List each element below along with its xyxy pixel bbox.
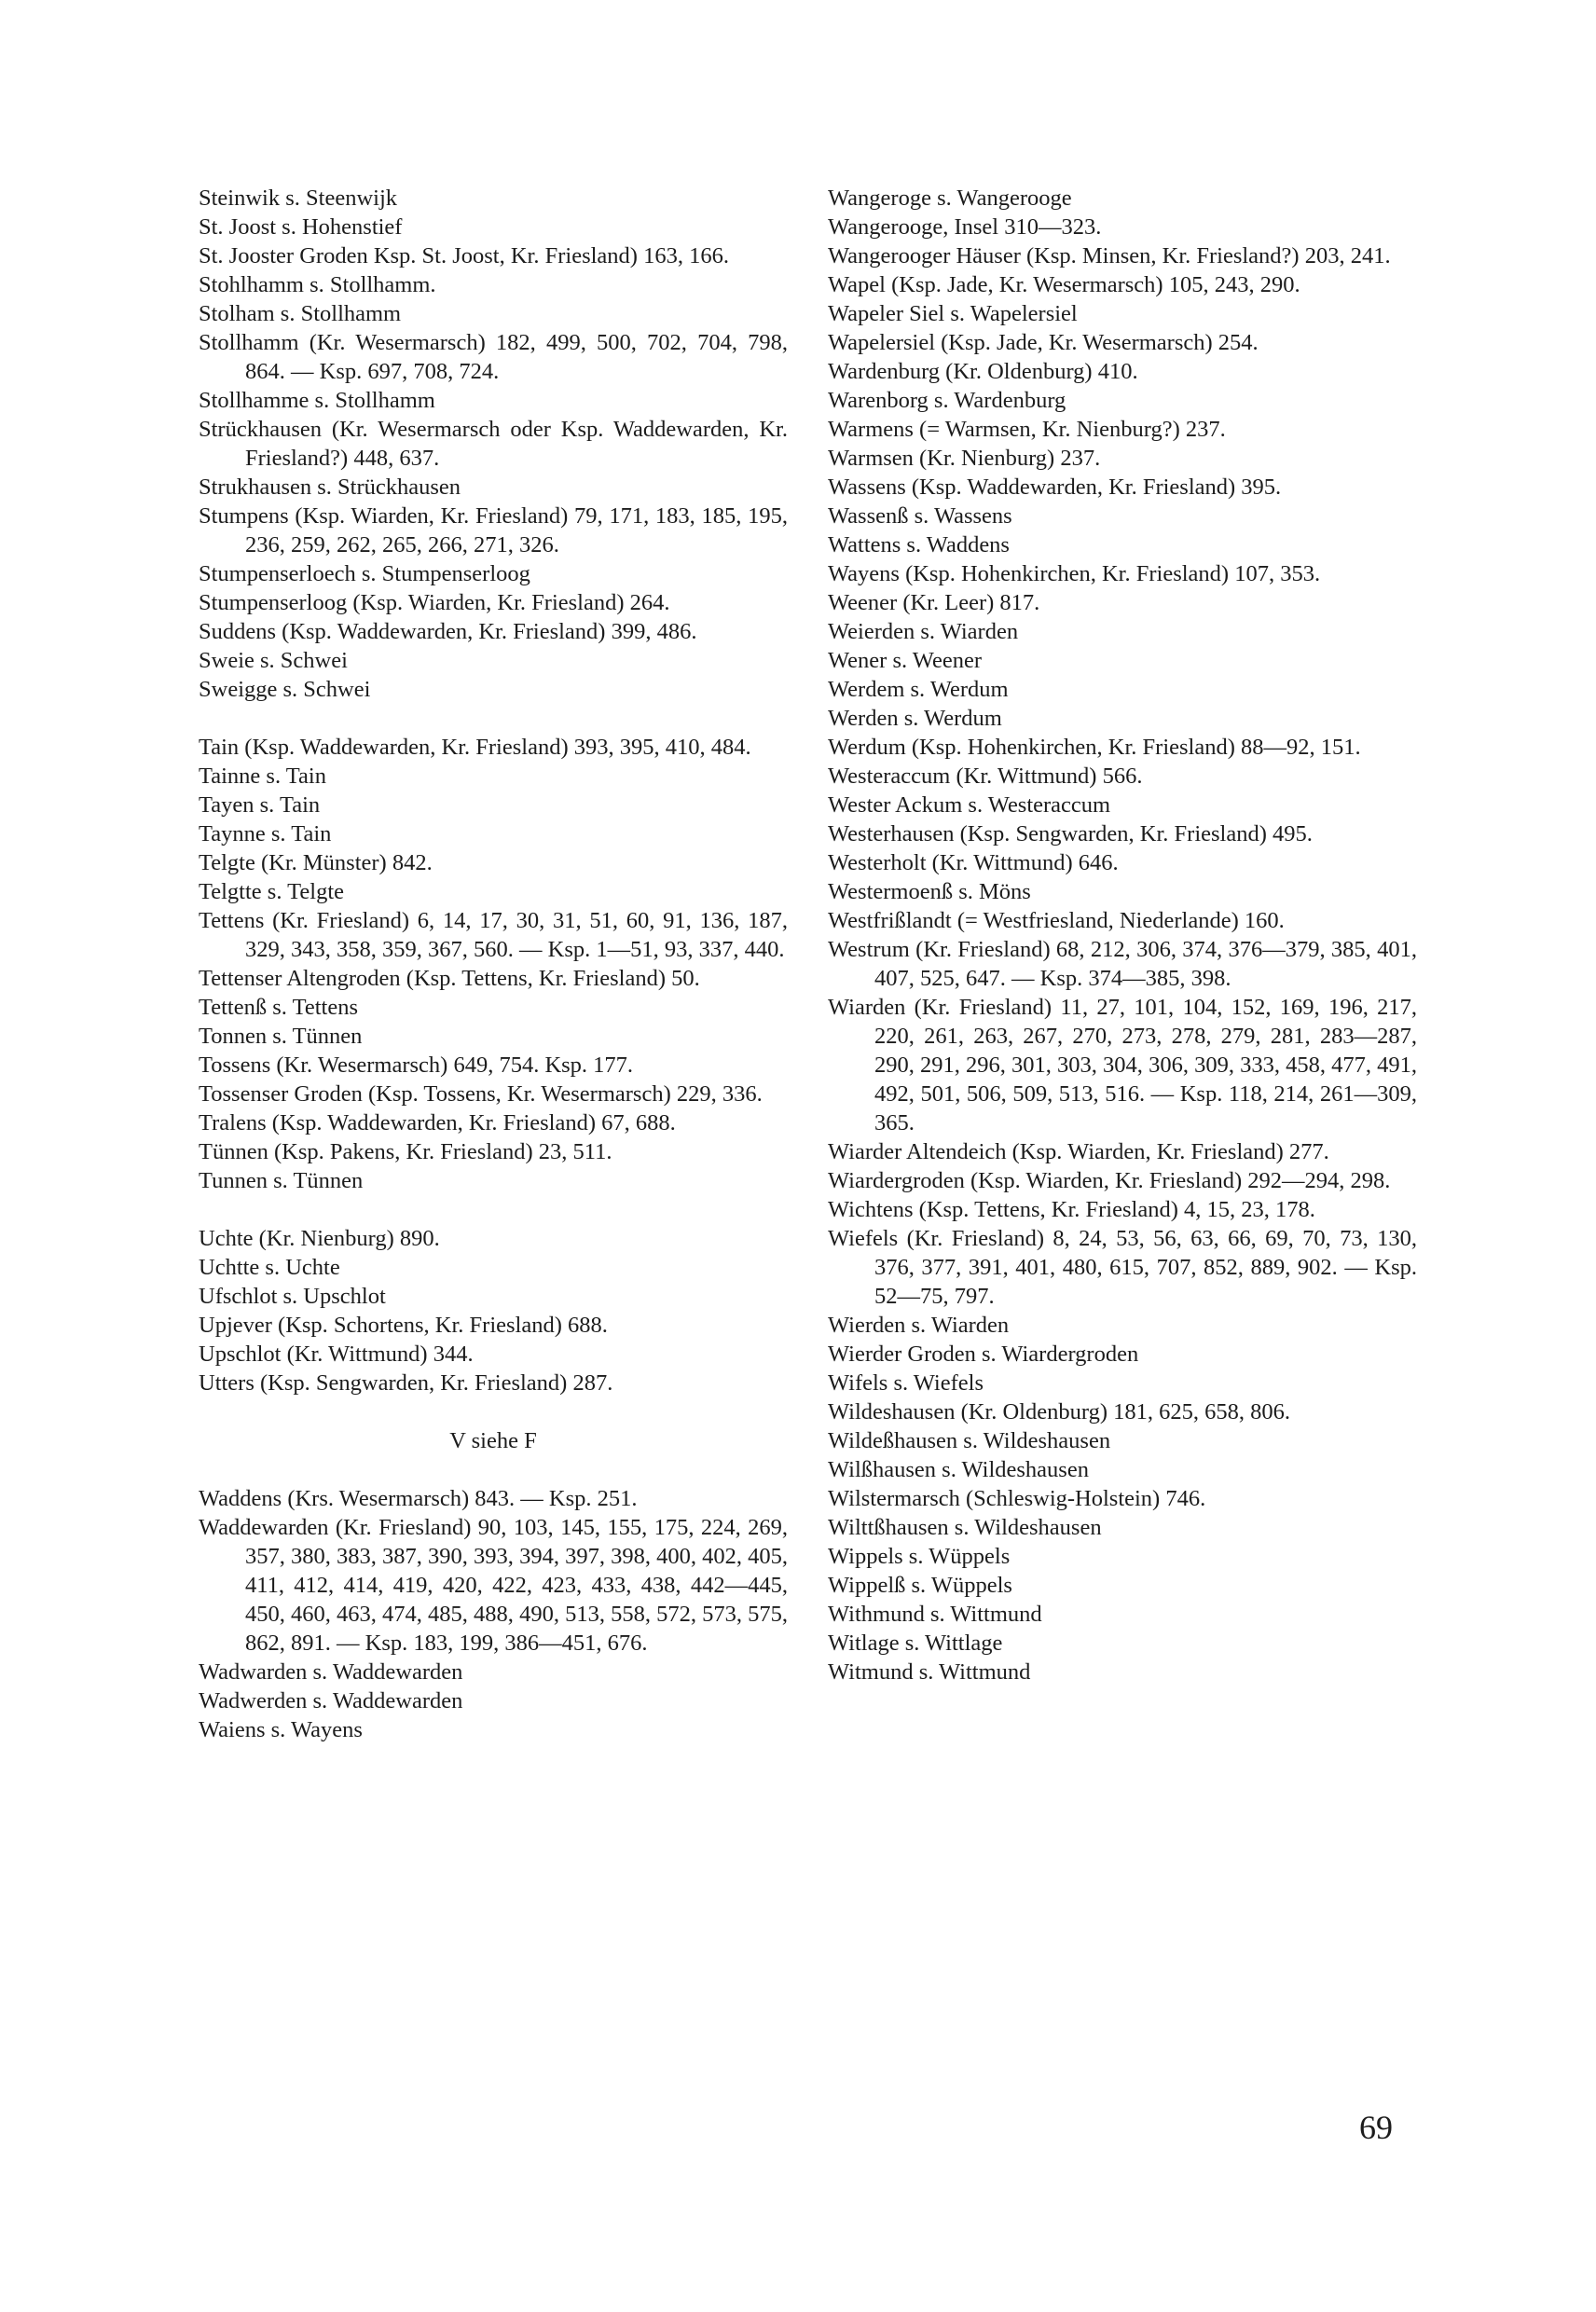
index-entry: Upschlot (Kr. Wittmund) 344. (199, 1342, 474, 1367)
index-entry: Wippels s. Wüppels (828, 1544, 1011, 1569)
section-heading: V siehe F (449, 1428, 537, 1453)
right-column (828, 184, 1417, 1686)
index-entry: Warenborg s. Wardenburg (828, 388, 1066, 413)
index-entry: Stumpens (Ksp. Wiarden, Kr. Friesland) 79, 171, 183, 185, 195, 236, 259, 262, 265, 266, 271, 326. (199, 503, 788, 557)
index-entry: Witlage s. Wittlage (828, 1631, 1003, 1656)
index-entry: Tettenser Altengroden (Ksp. Tettens, Kr. Friesland) 50. (199, 966, 700, 991)
index-entry: Wichtens (Ksp. Tettens, Kr. Friesland) 4, 15, 23, 178. (828, 1197, 1315, 1222)
index-entry: Wifels s. Wiefels (828, 1370, 984, 1396)
index-entry: Warmens (= Warmsen, Kr. Nienburg?) 237. (828, 417, 1226, 442)
index-entry: Tralens (Ksp. Waddewarden, Kr. Friesland) 67, 688. (199, 1110, 676, 1135)
index-entry: Wangerooger Häuser (Ksp. Minsen, Kr. Friesland?) 203, 241. (828, 243, 1391, 268)
index-entry: Wiarder Altendeich (Ksp. Wiarden, Kr. Friesland) 277. (828, 1139, 1329, 1164)
index-entry: Stollhamm (Kr. Wesermarsch) 182, 499, 500, 702, 704, 798, 864. — Ksp. 697, 708, 724. (199, 330, 788, 384)
index-entry: Strukhausen s. Strückhausen (199, 475, 461, 500)
index-entry: Utters (Ksp. Sengwarden, Kr. Friesland) 287. (199, 1370, 613, 1396)
index-entry: Wassenß s. Wassens (828, 503, 1012, 529)
index-entry: Ufschlot s. Upschlot (199, 1284, 386, 1309)
index-entry: Wardenburg (Kr. Oldenburg) 410. (828, 359, 1138, 384)
page-number: 69 (1359, 2109, 1393, 2146)
index-entry: Stollhamme s. Stollhamm (199, 388, 435, 413)
index-entry: Wilttßhausen s. Wildeshausen (828, 1515, 1102, 1540)
index-entry: Waiens s. Wayens (199, 1717, 363, 1742)
index-entry: Westerhausen (Ksp. Sengwarden, Kr. Friesland) 495. (828, 821, 1313, 846)
index-entry: Taynne s. Tain (199, 821, 332, 846)
index-entry: Wester Ackum s. Westeraccum (828, 792, 1111, 818)
index-entry: Wangerooge, Insel 310—323. (828, 214, 1102, 240)
index-entry: Tonnen s. Tünnen (199, 1024, 363, 1049)
index-entry: Westeraccum (Kr. Wittmund) 566. (828, 764, 1143, 789)
index-entry: Wadwerden s. Waddewarden (199, 1688, 463, 1713)
group-gap (199, 704, 788, 733)
index-entry: Wapeler Siel s. Wapelersiel (828, 301, 1078, 326)
index-entry: Sweie s. Schwei (199, 648, 348, 673)
index-entry: Telgtte s. Telgte (199, 879, 345, 904)
index-entry: Tossens (Kr. Wesermarsch) 649, 754. Ksp. 177. (199, 1053, 634, 1078)
index-entry: Wapelersiel (Ksp. Jade, Kr. Wesermarsch) 254. (828, 330, 1259, 355)
index-entry: Sweigge s. Schwei (199, 677, 371, 702)
group-gap (199, 1195, 788, 1224)
index-entry: Weener (Kr. Leer) 817. (828, 590, 1040, 615)
index-entry: Werden s. Werdum (828, 706, 1002, 731)
index-entry: Wassens (Ksp. Waddewarden, Kr. Friesland) 395. (828, 475, 1282, 500)
index-entry: Tettens (Kr. Friesland) 6, 14, 17, 30, 31, 51, 60, 91, 136, 187, 329, 343, 358, 359, 367, 560. — Ksp. 1—51, 93, 337, 440. (199, 908, 788, 962)
index-entry: Uchtte s. Uchte (199, 1255, 340, 1280)
index-entry: Werdem s. Werdum (828, 677, 1009, 702)
index-entry: Stumpenserloog (Ksp. Wiarden, Kr. Friesland) 264. (199, 590, 670, 615)
index-entry: Wilstermarsch (Schleswig-Holstein) 746. (828, 1486, 1206, 1511)
index-entry: Wierden s. Wiarden (828, 1313, 1010, 1338)
index-entry: Waddens (Krs. Wesermarsch) 843. — Ksp. 251. (199, 1486, 638, 1511)
index-entry: Wadwarden s. Waddewarden (199, 1659, 463, 1685)
index-entry: Werdum (Ksp. Hohenkirchen, Kr. Friesland) 88—92, 151. (828, 735, 1361, 760)
index-entry: Steinwik s. Steenwijk (199, 186, 398, 211)
index-entry: Weierden s. Wiarden (828, 619, 1019, 644)
index-entry: Warmsen (Kr. Nienburg) 237. (828, 446, 1101, 471)
index-entry: Tunnen s. Tünnen (199, 1168, 364, 1193)
index-entry: Wippelß s. Wüppels (828, 1573, 1012, 1598)
index-entry: Tayen s. Tain (199, 792, 321, 818)
index-entry: Tain (Ksp. Waddewarden, Kr. Friesland) 393, 395, 410, 484. (199, 735, 751, 760)
index-entry: Wangeroge s. Wangerooge (828, 186, 1072, 211)
index-entry: Witmund s. Wittmund (828, 1659, 1031, 1685)
entry-group-w (199, 1484, 788, 1744)
index-entry: Suddens (Ksp. Waddewarden, Kr. Friesland) 399, 486. (199, 619, 697, 644)
index-entry: Wayens (Ksp. Hohenkirchen, Kr. Friesland) 107, 353. (828, 561, 1321, 586)
index-entry: Stolham s. Stollhamm (199, 301, 402, 326)
index-entry: Stumpenserloech s. Stumpenserloog (199, 561, 530, 586)
index-entry: Wattens s. Waddens (828, 532, 1010, 557)
left-column (199, 184, 788, 1744)
index-entry: Stohlhamm s. Stollhamm. (199, 272, 436, 297)
index-entry: Westermoenß s. Möns (828, 879, 1031, 904)
index-entry: Strückhausen (Kr. Wesermarsch oder Ksp. Waddewarden, Kr. Friesland?) 448, 637. (199, 417, 788, 471)
index-entry: Tossenser Groden (Ksp. Tossens, Kr. Wesermarsch) 229, 336. (199, 1081, 763, 1107)
entry-group-t (199, 733, 788, 1195)
index-entry: Withmund s. Wittmund (828, 1602, 1042, 1627)
index-entry: Westerholt (Kr. Wittmund) 646. (828, 850, 1119, 875)
index-entry: Wildeshausen (Kr. Oldenburg) 181, 625, 658, 806. (828, 1399, 1290, 1424)
index-entry: Tainne s. Tain (199, 764, 326, 789)
index-entry: Wiarden (Kr. Friesland) 11, 27, 101, 104, 152, 169, 196, 217, 220, 261, 263, 267, 270, 273, 278, 279, 281, 283—287, 290, 291, 296, 301, 303, 304, 306, 309, 333, 458, 477, 491, 492, 501, 506, 509, 513, 516. — Ksp. 118, 214, 261—309, 365. (828, 995, 1417, 1135)
index-entry: Wapel (Ksp. Jade, Kr. Wesermarsch) 105, 243, 290. (828, 272, 1300, 297)
entry-group-w-continued (828, 184, 1417, 1686)
index-entry: Upjever (Ksp. Schortens, Kr. Friesland) 688. (199, 1313, 608, 1338)
index-entry: Wierder Groden s. Wiardergroden (828, 1342, 1139, 1367)
index-entry: Wiefels (Kr. Friesland) 8, 24, 53, 56, 63, 66, 69, 70, 73, 130, 376, 377, 391, 401, 480, 615, 707, 852, 889, 902. — Ksp. 52—75, 797. (828, 1226, 1417, 1309)
index-entry: Tünnen (Ksp. Pakens, Kr. Friesland) 23, 511. (199, 1139, 612, 1164)
entry-group-s (199, 184, 788, 704)
index-entry: Uchte (Kr. Nienburg) 890. (199, 1226, 440, 1251)
index-entry: Tettenß s. Tettens (199, 995, 358, 1020)
index-entry: Westfrißlandt (= Westfriesland, Niederlande) 160. (828, 908, 1285, 933)
index-entry: Wiardergroden (Ksp. Wiarden, Kr. Friesland) 292—294, 298. (828, 1168, 1391, 1193)
index-entry: Wener s. Weener (828, 648, 982, 673)
index-entry: St. Jooster Groden Ksp. St. Joost, Kr. Friesland) 163, 166. (199, 243, 729, 268)
index-entry: Waddewarden (Kr. Friesland) 90, 103, 145, 155, 175, 224, 269, 357, 380, 383, 387, 390, 393, 394, 397, 398, 400, 402, 405, 411, 412, 414, 419, 420, 422, 423, 433, 438, 442—445, 450, 460, 463, 474, 485, 488, 490, 513, 558, 572, 573, 575, 862, 891. — Ksp. 183, 199, 386—451, 676. (199, 1515, 788, 1656)
index-entry: Westrum (Kr. Friesland) 68, 212, 306, 374, 376—379, 385, 401, 407, 525, 647. — Ksp. 374—385, 398. (828, 937, 1417, 991)
index-entry: St. Joost s. Hohenstief (199, 214, 403, 240)
index-entry: Wildeßhausen s. Wildeshausen (828, 1428, 1111, 1453)
entry-group-u (199, 1224, 788, 1397)
index-entry: Wilßhausen s. Wildeshausen (828, 1457, 1089, 1482)
index-entry: Telgte (Kr. Münster) 842. (199, 850, 433, 875)
